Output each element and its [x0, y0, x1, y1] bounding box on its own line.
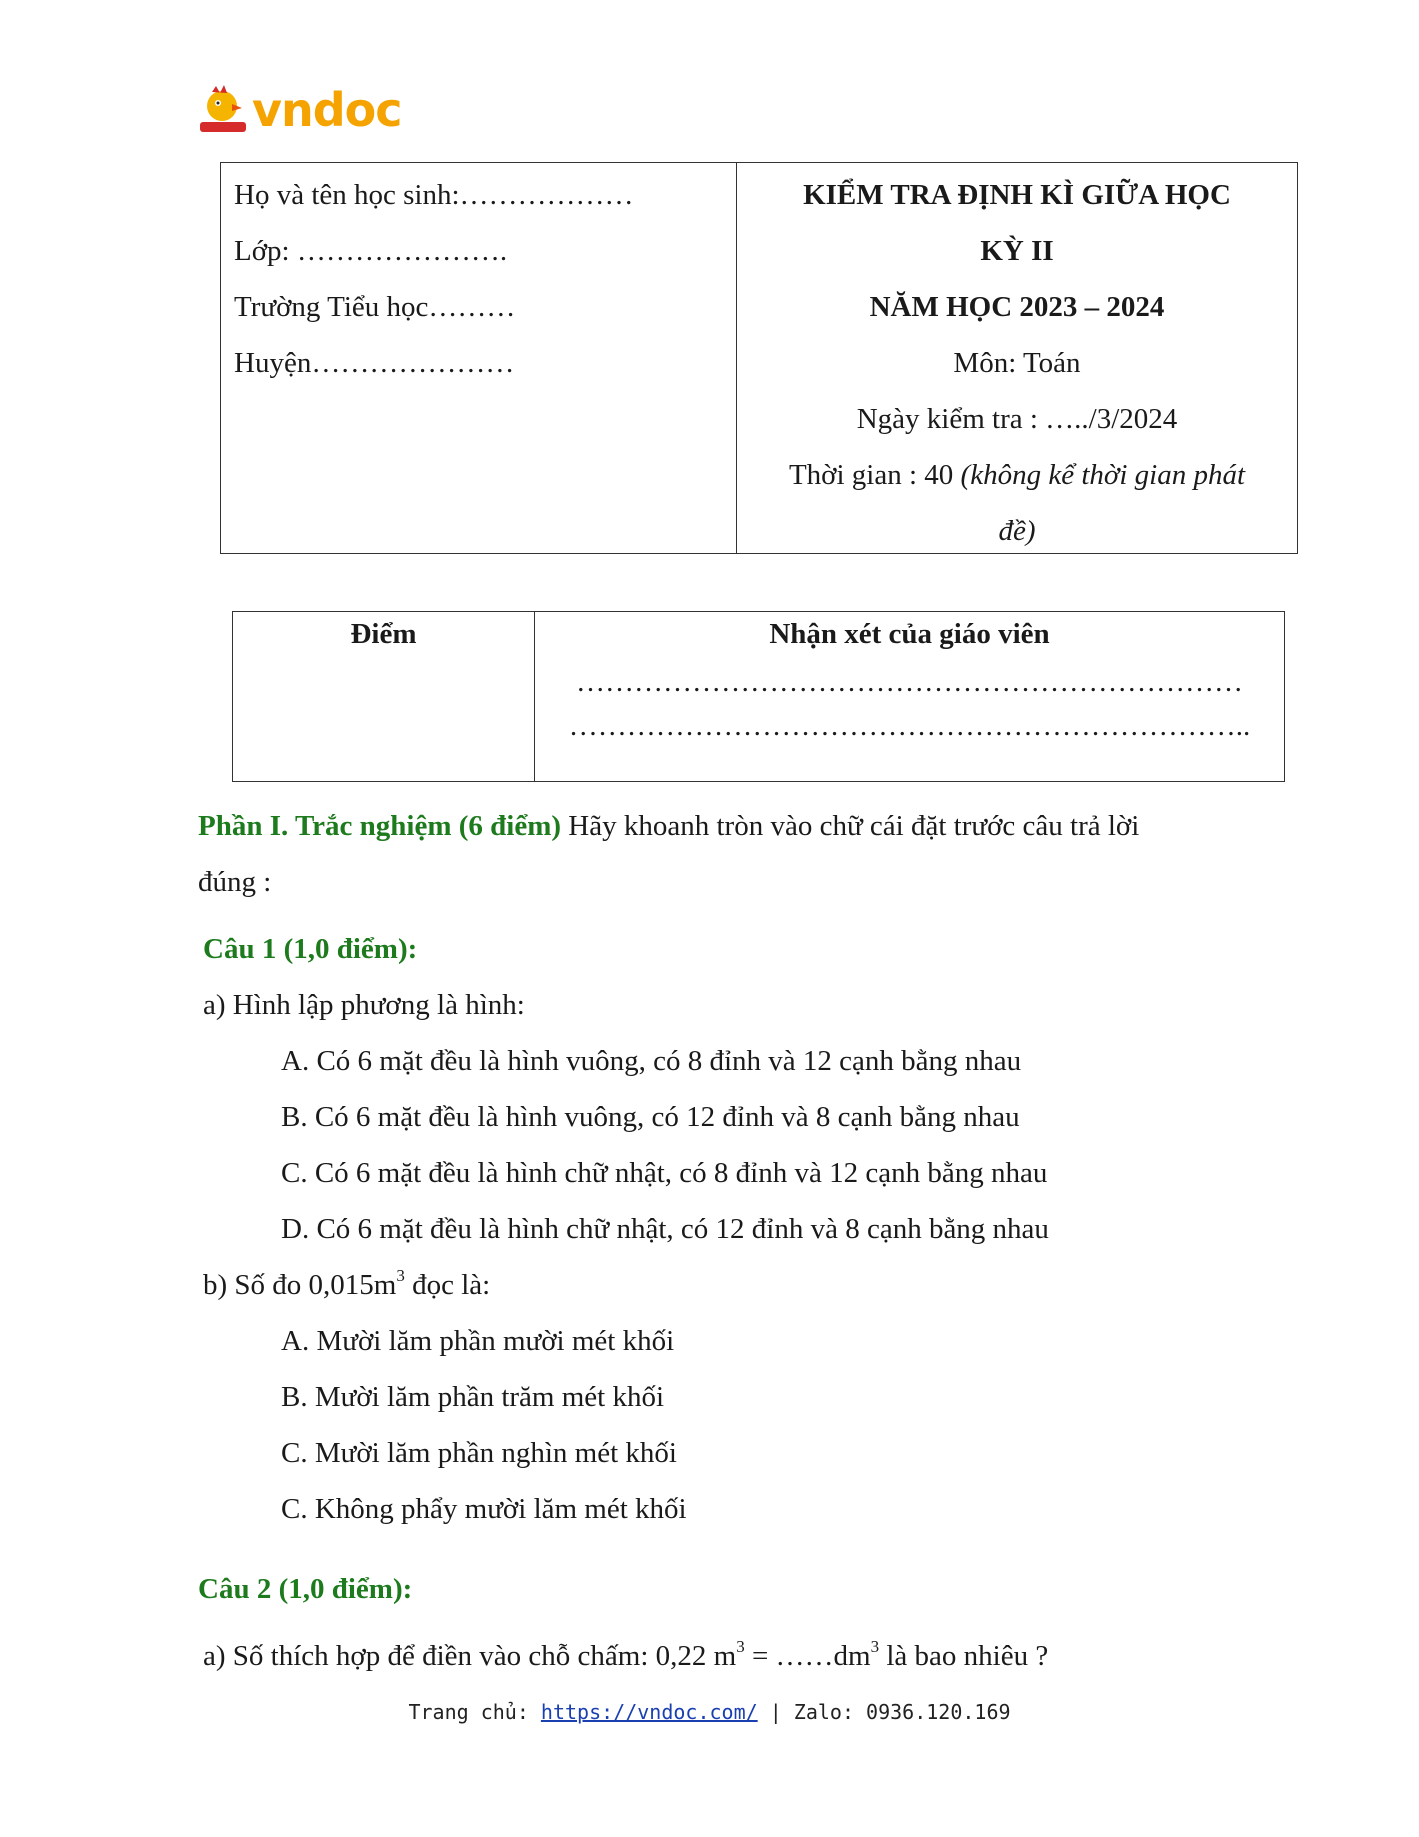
- answer-option: D. Có 6 mặt đều là hình chữ nhật, có 12 đỉnh và 8 cạnh bằng nhau: [281, 1213, 1049, 1245]
- superscript: 3: [396, 1266, 405, 1286]
- part1-instruction: Hãy khoanh tròn vào chữ cái đặt trước câu trả lời: [561, 810, 1140, 842]
- home-link[interactable]: https://vndoc.com/: [540, 1700, 758, 1724]
- school-year: NĂM HỌC 2023 – 2024: [869, 291, 1165, 323]
- district-field: Huyện…………………: [234, 347, 515, 379]
- exam-date: Ngày kiểm tra : …../3/2024: [856, 403, 1178, 435]
- prompt-text: đọc là:: [404, 1269, 491, 1301]
- footer-separator: |: [757, 1700, 794, 1724]
- student-info-table: [220, 162, 1298, 554]
- comment-dots-line: ……………………………………………………………..: [568, 710, 1251, 742]
- vndoc-logo: [198, 82, 402, 138]
- part1-heading: Phần I. Trắc nghiệm (6 điểm): [198, 810, 562, 842]
- student-info-cell: [221, 163, 737, 553]
- time-label: Thời gian : 40: [788, 459, 961, 491]
- page-footer: [0, 1700, 1419, 1724]
- score-label: Điểm: [350, 618, 417, 650]
- mascot-icon: [198, 84, 250, 136]
- question-1a-prompt: a) Hình lập phương là hình:: [203, 989, 525, 1021]
- question-1-title: Câu 1 (1,0 điểm):: [203, 933, 418, 965]
- school-field: Trường Tiểu học………: [234, 291, 516, 323]
- exam-title-cell: [737, 163, 1297, 553]
- teacher-comment-cell: [535, 612, 1284, 781]
- exam-time: [737, 447, 1297, 503]
- answer-option: B. Có 6 mặt đều là hình vuông, có 12 đỉnh và 8 cạnh bằng nhau: [281, 1101, 1020, 1133]
- score-table: [232, 611, 1285, 782]
- answer-option: C. Mười lăm phần nghìn mét khối: [281, 1437, 677, 1469]
- answer-option: C. Không phẩy mười lăm mét khối: [281, 1493, 687, 1525]
- subject: Môn: Toán: [953, 347, 1081, 379]
- prompt-text: là bao nhiêu ?: [879, 1640, 1049, 1672]
- comment-dots-line: ……………………………………………………………: [576, 666, 1243, 698]
- teacher-comment-label: Nhận xét của giáo viên: [769, 618, 1050, 650]
- time-note-cont: đề): [998, 515, 1036, 547]
- prompt-text: a) Số thích hợp để điền vào chỗ chấm: 0,22 m: [203, 1640, 737, 1672]
- question-2a-prompt: [203, 1636, 1048, 1676]
- exam-title: KIỂM TRA ĐỊNH KÌ GIỮA HỌC: [803, 179, 1231, 211]
- time-note: (không kể thời gian phát: [960, 459, 1246, 491]
- class-field: Lớp: ………………….: [234, 235, 508, 267]
- prompt-text: = ……dm: [744, 1640, 871, 1672]
- question-1b-prompt: [203, 1265, 490, 1305]
- student-name-field: Họ và tên học sinh:………………: [234, 179, 634, 211]
- answer-option: A. Có 6 mặt đều là hình vuông, có 8 đỉnh và 12 cạnh bằng nhau: [281, 1045, 1022, 1077]
- question-2-title: Câu 2 (1,0 điểm):: [198, 1573, 413, 1605]
- part1-heading-line: [198, 806, 1139, 846]
- superscript: 3: [736, 1637, 745, 1657]
- score-cell: [233, 612, 535, 781]
- part1-instruction-cont: đúng :: [198, 866, 272, 898]
- answer-option: A. Mười lăm phần mười mét khối: [281, 1325, 675, 1357]
- exam-title-cont: KỲ II: [980, 235, 1054, 267]
- prompt-text: b) Số đo 0,015m: [203, 1269, 397, 1301]
- answer-option: B. Mười lăm phần trăm mét khối: [281, 1381, 665, 1413]
- superscript: 3: [870, 1637, 880, 1657]
- zalo-contact: Zalo: 0936.120.169: [793, 1700, 1011, 1724]
- answer-option: C. Có 6 mặt đều là hình chữ nhật, có 8 đỉnh và 12 cạnh bằng nhau: [281, 1157, 1048, 1189]
- home-label: Trang chủ:: [408, 1700, 541, 1724]
- logo-text: vndoc: [252, 83, 402, 137]
